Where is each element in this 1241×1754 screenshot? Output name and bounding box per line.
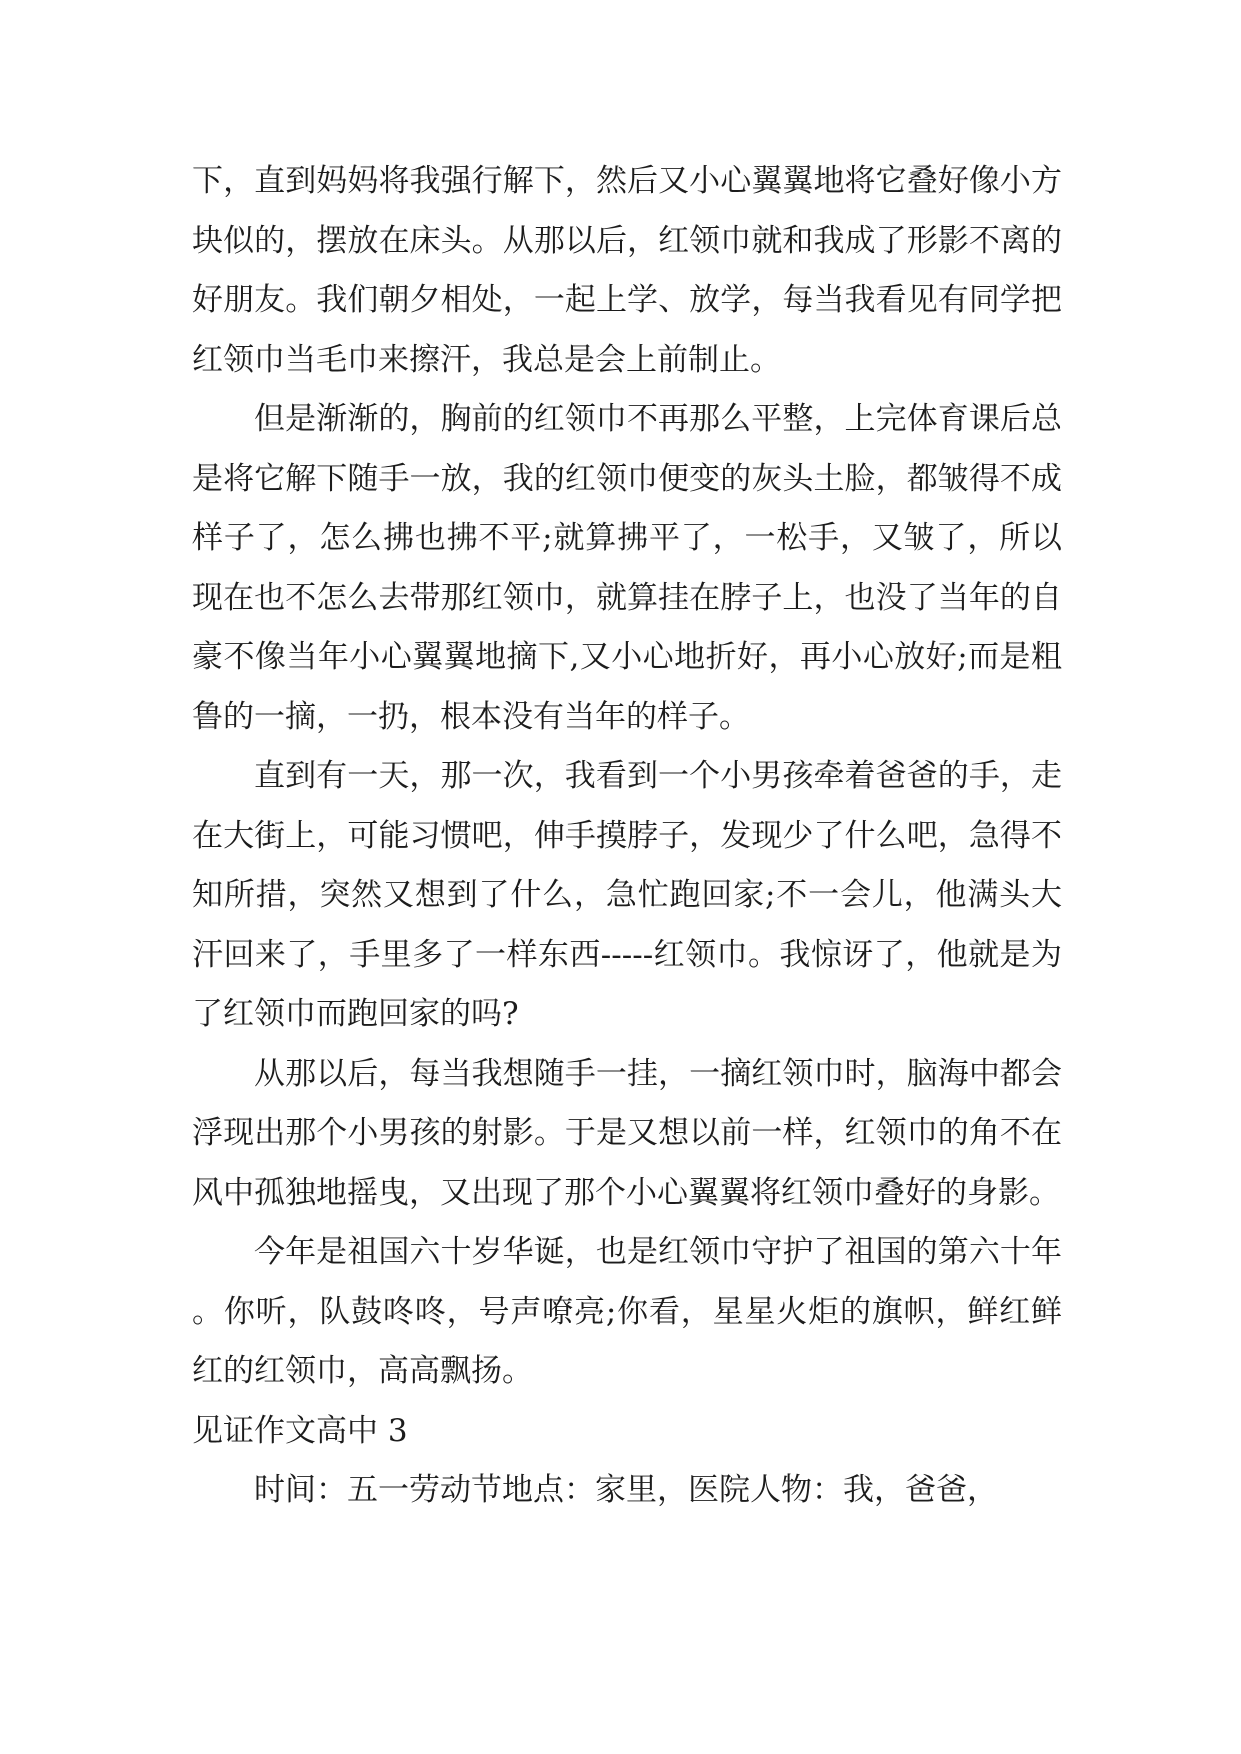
document-body	[192, 152, 1062, 1521]
paragraph: 时间：五一劳动节地点：家里，医院人物：我，爸爸，	[254, 1472, 998, 1508]
section-heading: 见证作文高中 3	[192, 1412, 408, 1449]
paragraph: 直到有一天，那一次，我看到一个小男孩牵着爸爸的手，走在大街上，可能习惯吧，伸手摸脖子，发现少了什么吧，急得不知所措，突然又想到了什么，急忙跑回家;不一会儿，他满头大汗回来了，手里多了一样东西-----红领巾。我惊讶了，他就是为了红领巾而跑回家的吗?	[192, 758, 1062, 1032]
paragraph-continuation: 下，直到妈妈将我强行解下，然后又小心翼翼地将它叠好像小方块似的，摆放在床头。从那以后，红领巾就和我成了形影不离的好朋友。我们朝夕相处，一起上学、放学，每当我看见有同学把红领巾当毛巾来擦汗，我总是会上前制止。	[192, 163, 1062, 378]
paragraph: 但是渐渐的，胸前的红领巾不再那么平整，上完体育课后总是将它解下随手一放，我的红领巾便变的灰头土脸，都皱得不成样子了，怎么拂也拂不平;就算拂平了，一松手，又皱了，所以现在也不怎么去带那红领巾，就算挂在脖子上，也没了当年的自豪不像当年小心翼翼地摘下,又小心地折好，再小心放好;而是粗鲁的一摘，一扔，根本没有当年的样子。	[192, 401, 1062, 735]
paragraph: 从那以后，每当我想随手一挂，一摘红领巾时，脑海中都会浮现出那个小男孩的射影。于是又想以前一样，红领巾的角不在风中孤独地摇曳，又出现了那个小心翼翼将红领巾叠好的身影。	[192, 1055, 1062, 1211]
paragraph: 今年是祖国六十岁华诞，也是红领巾守护了祖国的第六十年。你听，队鼓咚咚，号声嘹亮;你看，星星火炬的旗帜，鲜红鲜红的红领巾，高高飘扬。	[192, 1234, 1062, 1389]
